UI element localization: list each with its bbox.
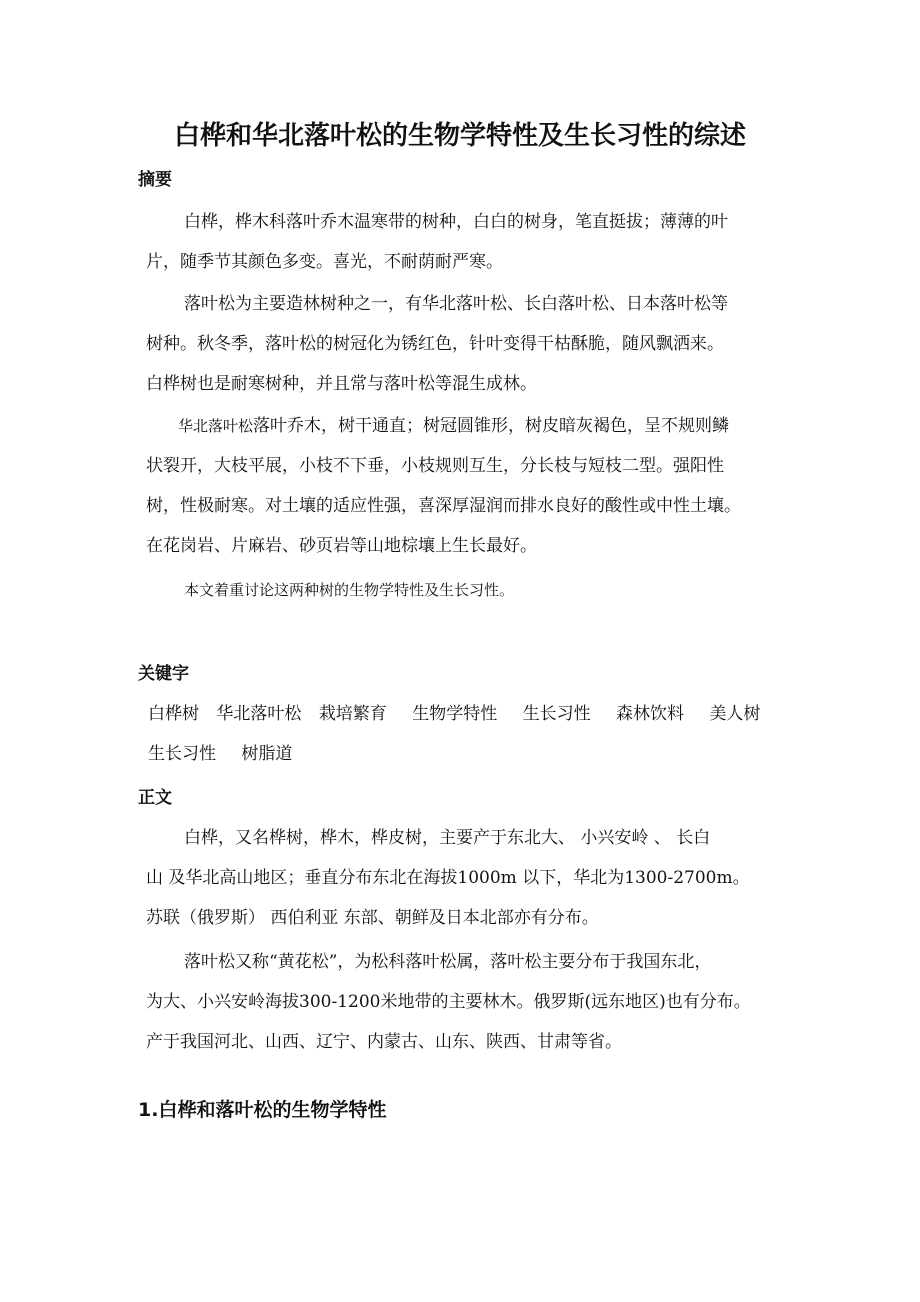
keyword-item: 森林饮料 xyxy=(616,704,685,724)
keyword-item: 生物学特性 xyxy=(412,704,498,724)
abstract-p3-lead: 华北落叶松 xyxy=(178,417,254,435)
abstract-p2-line-3: 白桦树也是耐寒树种，并且常与落叶松等混生成林。 xyxy=(146,374,537,394)
body-p2-line-3: 产于我国河北、山西、辽宁、内蒙古、山东、陕西、甘肃等省。 xyxy=(146,1032,622,1052)
abstract-paragraph-4 xyxy=(146,570,786,610)
abstract-p3-line-3: 树，性极耐寒。对土壤的适应性强，喜深厚湿润而排水良好的酸性或中性土壤。 xyxy=(146,496,741,516)
keywords-row-1 xyxy=(148,702,772,726)
abstract-p3-first: 落叶乔木，树干通直；树冠圆锥形，树皮暗灰褐色，呈不规则鳞 xyxy=(253,416,730,436)
keyword-item: 生长习性 xyxy=(522,704,591,724)
abstract-p1-line-2: 片，随季节其颜色多变。喜光，不耐荫耐严寒。 xyxy=(146,252,503,272)
keyword-item: 美人树 xyxy=(709,704,761,724)
abstract-p2-line-2: 树种。秋冬季，落叶松的树冠化为锈红色，针叶变得干枯酥脆，随风飘洒来。 xyxy=(146,334,724,354)
keywords-row-2 xyxy=(148,742,304,766)
document-title: 白桦和华北落叶松的生物学特性及生长习性的综述 xyxy=(173,121,746,151)
abstract-p2-line-1: 落叶松为主要造林树种之一，有华北落叶松、长白落叶松、日本落叶松等 xyxy=(184,294,728,314)
abstract-paragraph-2 xyxy=(146,284,786,404)
body-p2-line-2: 为大、小兴安岭海拔300-1200米地带的主要林木。俄罗斯(远东地区)也有分布。 xyxy=(146,992,751,1012)
section-1-heading: 1.白桦和落叶松的生物学特性 xyxy=(138,1099,387,1121)
body-p1-line-2: 山 及华北高山地区；垂直分布东北在海拔1000m 以下，华北为1300-2700m。 xyxy=(146,868,750,888)
keyword-item: 栽培繁育 xyxy=(318,704,387,724)
body-p1-line-1: 白桦，又名桦树，桦木，桦皮树，主要产于东北大、 小兴安岭 、 长白 xyxy=(184,828,711,848)
keyword-item: 树脂道 xyxy=(241,744,293,764)
keyword-item: 白桦树 xyxy=(148,704,199,724)
keyword-item: 华北落叶松 xyxy=(216,704,302,724)
abstract-paragraph-3 xyxy=(146,406,786,566)
abstract-heading: 摘要 xyxy=(138,170,172,190)
keyword-item: 生长习性 xyxy=(148,744,216,764)
abstract-p4-line-1: 本文着重讨论这两种树的生物学特性及生长习性。 xyxy=(184,581,515,599)
abstract-p3-line-1 xyxy=(146,406,786,446)
body-heading: 正文 xyxy=(138,788,172,808)
body-p1-line-3: 苏联（俄罗斯） 西伯利亚 东部、朝鲜及日本北部亦有分布。 xyxy=(146,908,599,928)
abstract-p3-line-4: 在花岗岩、片麻岩、砂页岩等山地棕壤上生长最好。 xyxy=(146,536,537,556)
body-paragraph-1 xyxy=(146,818,786,938)
body-paragraph-2 xyxy=(146,942,786,1062)
abstract-paragraph-1 xyxy=(146,202,786,282)
body-p2-line-1: 落叶松又称“黄花松”，为松科落叶松属，落叶松主要分布于我国东北， xyxy=(184,952,712,972)
abstract-p3-line-2: 状裂开，大枝平展，小枝不下垂，小枝规则互生，分长枝与短枝二型。强阳性 xyxy=(146,456,724,476)
keywords-heading: 关键字 xyxy=(138,664,189,684)
abstract-p1-line-1: 白桦，桦木科落叶乔木温寒带的树种，白白的树身，笔直挺拔；薄薄的叶 xyxy=(184,212,728,232)
